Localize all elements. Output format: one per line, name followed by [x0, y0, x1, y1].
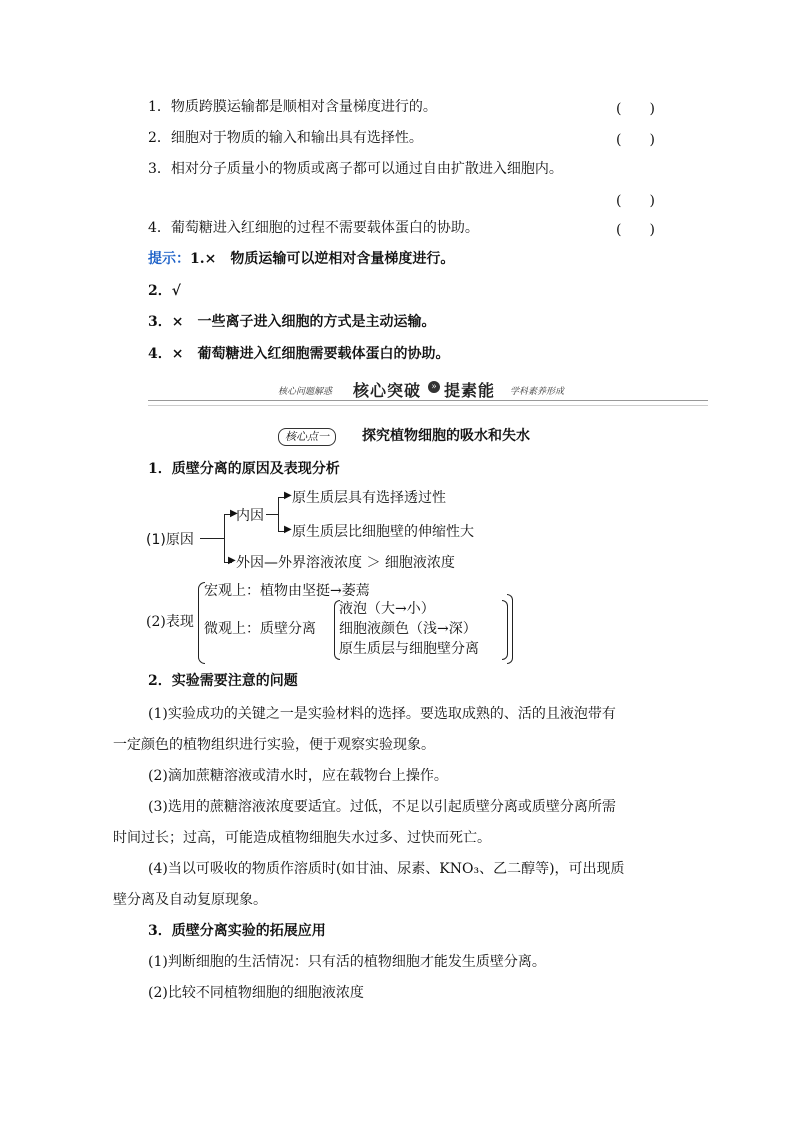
cause-connector: [200, 538, 224, 539]
section-3-p2: (2)比较不同植物细胞的细胞液浓度: [148, 985, 364, 1001]
banner-left-caption: 核心问题解惑: [278, 387, 333, 397]
micro-item-c: 原生质层与细胞壁分离: [339, 641, 479, 657]
micro-item-a: 液泡（大→小）: [339, 601, 435, 617]
banner-core-title: 核心突破: [353, 381, 422, 400]
judge-item-4: 4．葡萄糖进入红细胞的过程不需要载体蛋白的协助。: [148, 220, 479, 236]
macro-text: 宏观上：植物由坚挺→萎蔫: [204, 583, 370, 599]
cause-diagram: [140, 487, 560, 577]
cause-label: (1)原因: [146, 532, 194, 548]
double-arrow-icon: »: [428, 381, 440, 393]
show-diagram: [140, 578, 520, 668]
outer-cause: 外因—外界溶液浓度 ＞ 细胞液浓度: [236, 555, 455, 571]
micro-item-b: 细胞液颜色（浅→深）: [339, 621, 477, 637]
hint-line-2: 2．√: [148, 283, 181, 299]
hint-line-4: 4．× 葡萄糖进入红细胞需要载体蛋白的协助。: [148, 346, 450, 362]
judge-mark-2: ( ): [616, 132, 655, 148]
section-2-p3b: 时间过长；过高，可能造成植物细胞失水过多、过快而死亡。: [113, 830, 491, 846]
hint-line-1: [148, 250, 454, 268]
section-2-p4a: (4)当以可吸收的物质作溶质时(如甘油、尿素、KNO₃、乙二醇等)，可出现质: [148, 861, 625, 877]
section-2-p2: (2)滴加蔗糖溶液或清水时，应在载物台上操作。: [148, 768, 448, 784]
inner-branch: [278, 497, 279, 531]
hint-line-3: 3．× 一些离子进入细胞的方式是主动运输。: [148, 314, 436, 330]
outer-right-brace: [507, 594, 513, 664]
arrow-right-icon: ▶: [284, 524, 292, 535]
arrow-right-icon: ▶: [230, 508, 238, 519]
judge-mark-1: ( ): [616, 101, 655, 117]
section-2-p3a: (3)选用的蔗糖溶液浓度要适宜。过低，不足以引起质壁分离或质壁分离所需: [148, 799, 616, 815]
hint-label: 提示：: [148, 251, 190, 267]
judge-item-2: 2．细胞对于物质的输入和输出具有选择性。: [148, 130, 423, 146]
section-3-heading: 3．质壁分离实验的拓展应用: [148, 923, 326, 939]
arrow-right-icon: ▶: [228, 555, 236, 566]
section-2-p1a: (1)实验成功的关键之一是实验材料的选择。要选取成熟的、活的且液泡带有: [148, 706, 616, 722]
hint-first: 1.× 物质运输可以逆相对含量梯度进行。: [190, 251, 455, 267]
inner-cause-label: 内因: [236, 508, 264, 524]
cause-branch: [224, 514, 225, 562]
banner-right-caption: 学科素养形成: [510, 387, 565, 397]
inner-stem: [266, 514, 278, 515]
inner-cause-b: 原生质层比细胞壁的伸缩性大: [292, 524, 474, 540]
arrow-right-icon: ▶: [284, 490, 292, 501]
banner-lift-title: 提素能: [444, 381, 496, 400]
section-2-p4b: 壁分离及自动复原现象。: [113, 892, 267, 908]
section-2-p1b: 一定颜色的植物组织进行实验，便于观察实验现象。: [113, 737, 435, 753]
judge-item-1: 1．物质跨膜运输都是顺相对含量梯度进行的。: [148, 99, 437, 115]
core-point-badge: 核心点一: [278, 428, 336, 446]
section-2-heading: 2．实验需要注意的问题: [148, 673, 298, 689]
micro-text: 微观上：质壁分离: [204, 621, 316, 637]
inner-cause-a: 原生质层具有选择透过性: [292, 490, 446, 506]
section-1-heading: 1．质壁分离的原因及表现分析: [148, 461, 340, 477]
judge-mark-4: ( ): [616, 222, 655, 238]
core-point-title: 探究植物细胞的吸水和失水: [362, 428, 530, 444]
banner-divider: [148, 400, 708, 406]
section-banner: [148, 378, 708, 406]
judge-item-3: 3．相对分子质量小的物质或离子都可以通过自由扩散进入细胞内。: [148, 161, 563, 177]
section-3-p1: (1)判断细胞的生活情况：只有活的植物细胞才能发生质壁分离。: [148, 954, 546, 970]
judge-mark-3: ( ): [616, 193, 655, 209]
show-label: (2)表现: [146, 614, 194, 630]
